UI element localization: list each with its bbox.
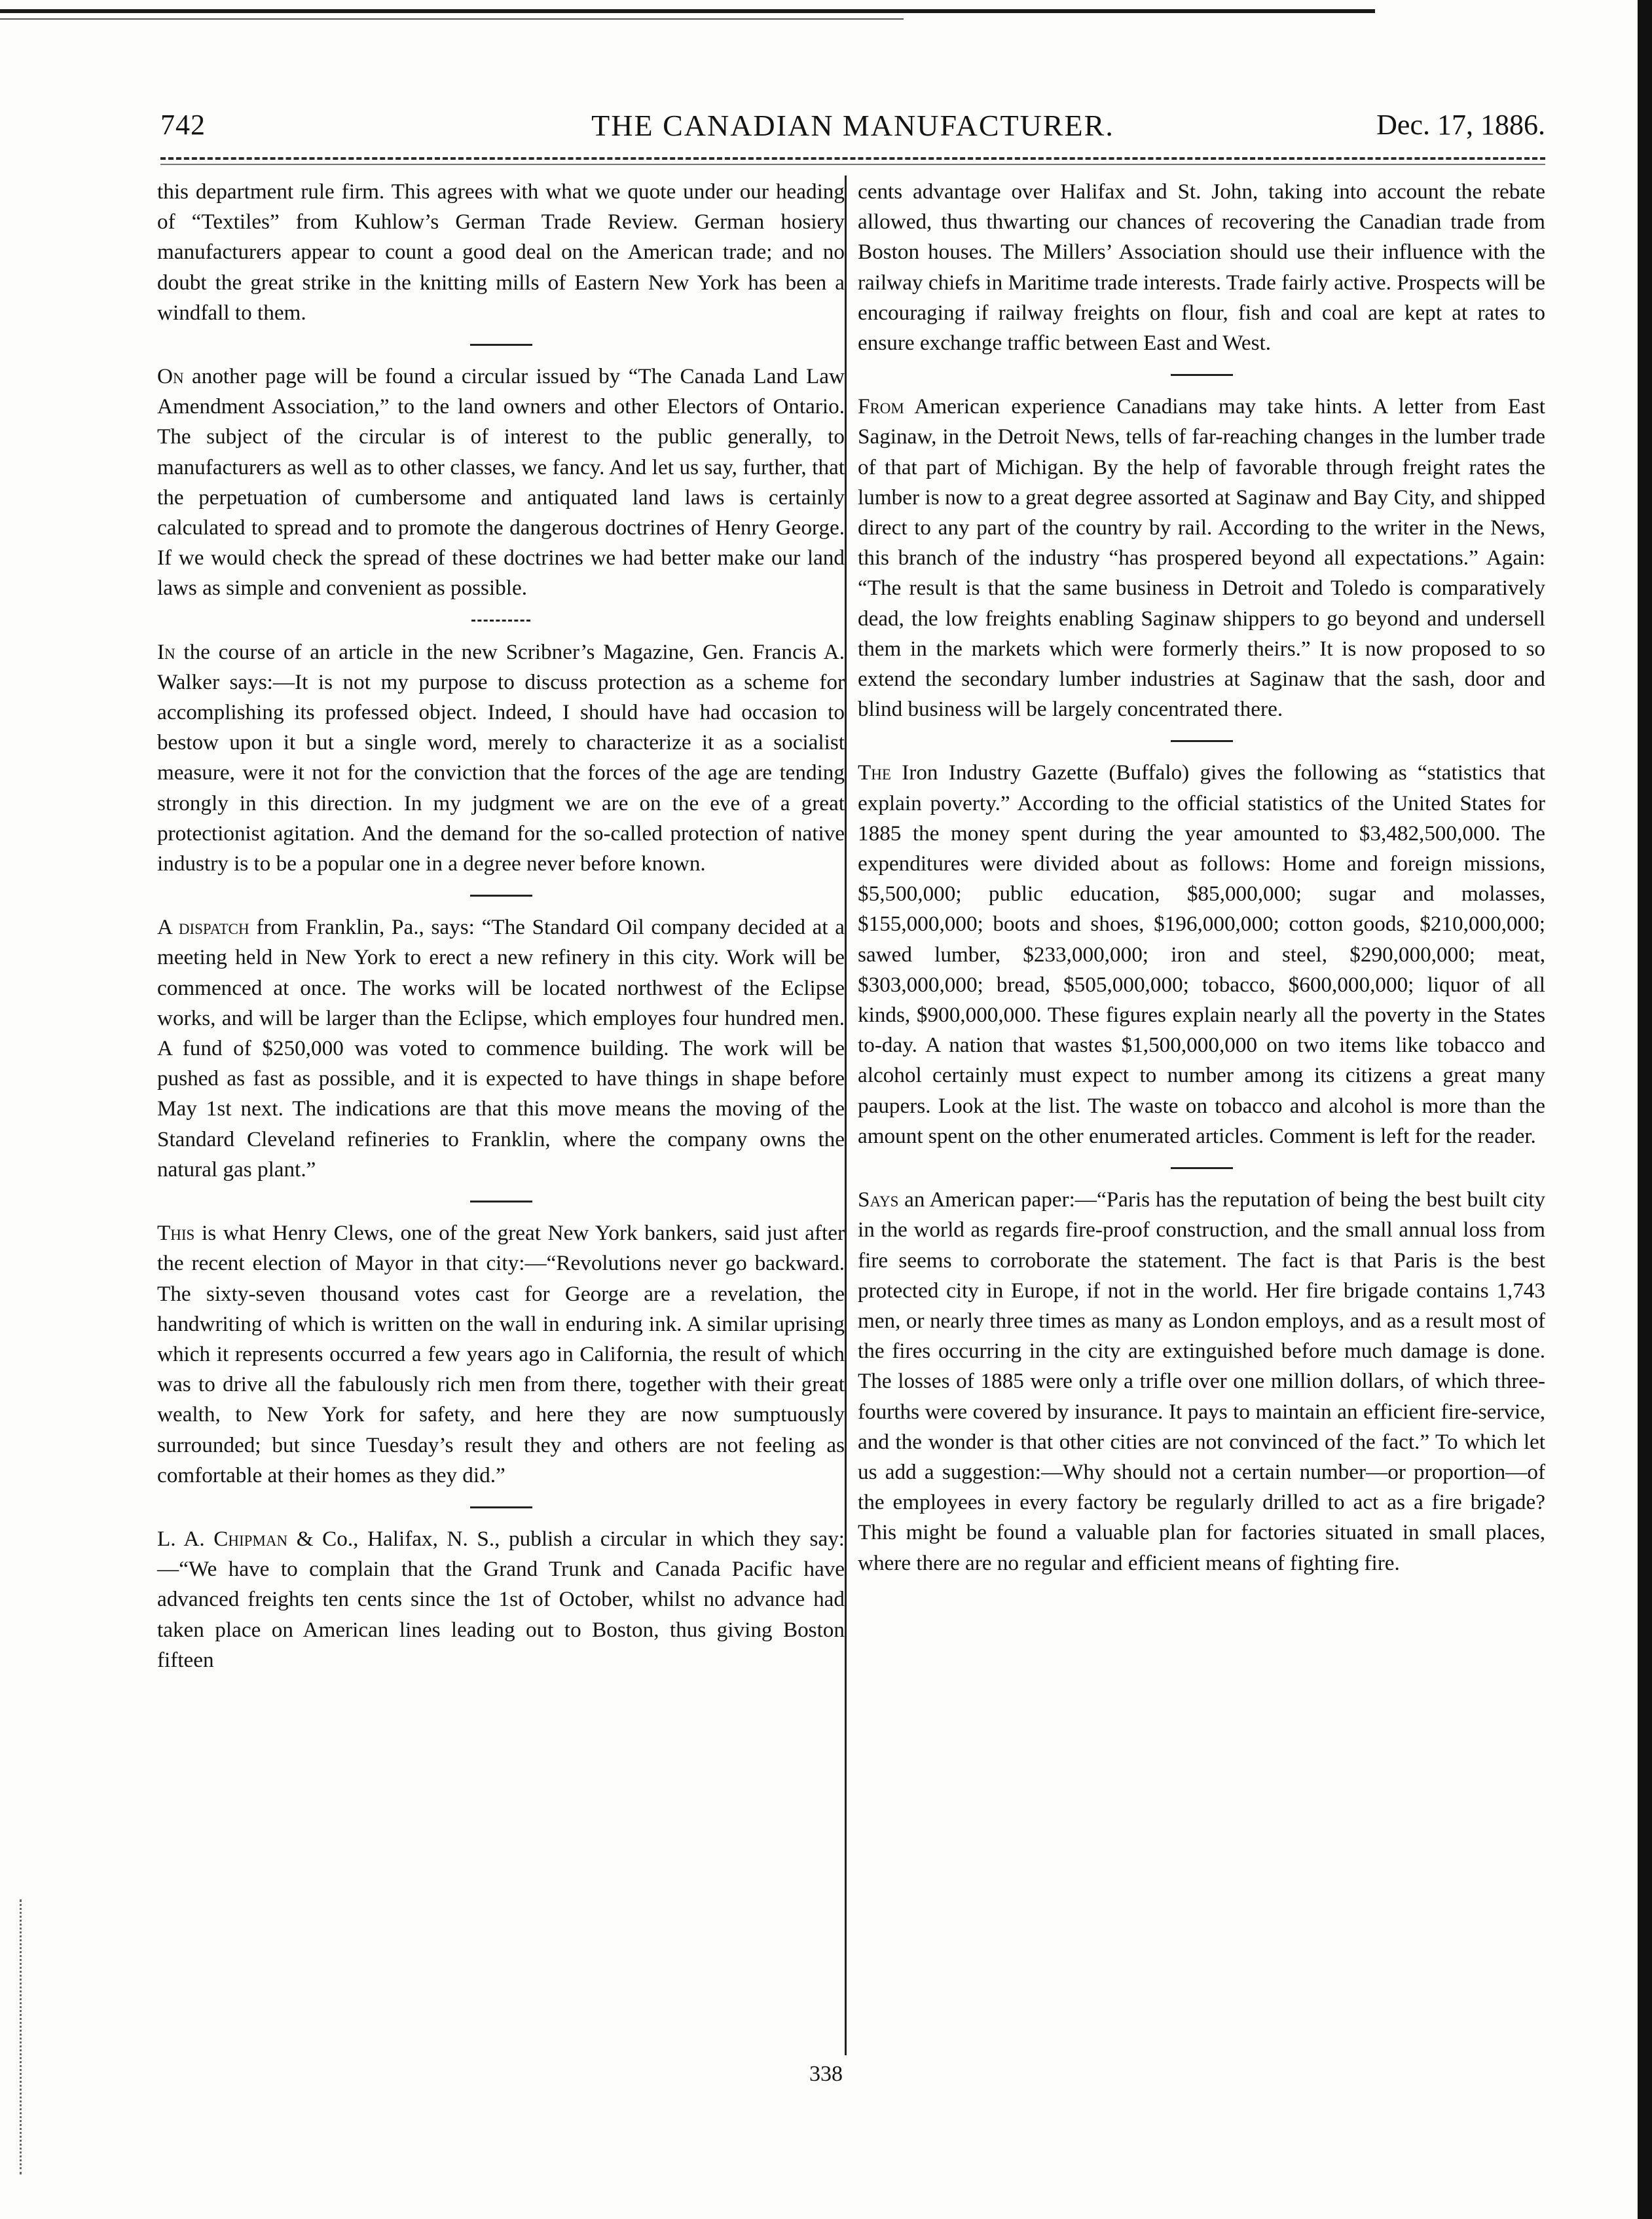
article-paragraph — [858, 177, 1545, 358]
header-rule-thin — [160, 164, 1545, 165]
margin-scan-marks — [20, 1899, 24, 2174]
section-separator — [1171, 1167, 1233, 1169]
paragraph-lead: A dispatch — [157, 915, 249, 940]
paragraph-lead: L. A. Chipman — [157, 1526, 288, 1551]
article-paragraph — [157, 1524, 845, 1675]
paragraph-text: this department rule firm. This agrees with what we quote under our heading of “Textiles” from Kuhlow’s German Trade Review. German hosiery manufacturers appear to count a good deal on the American trade; and no doubt the great strike in the knitting mills of Eastern New York has been a windfall to them. — [157, 179, 845, 325]
header-rule — [160, 157, 1545, 162]
paragraph-text: cents advantage over Halifax and St. John, taking into account the rebate allowed, thus thwarting our chances of recovering the Canadian trade from Boston houses. The Millers’ Association should use their influence with the railway chiefs in Maritime trade interests. Trade fairly active. Prospects will be encouraging if railway freights on flour, fish and coal are kept at rates to ensure exchange traffic between East and West. — [858, 179, 1545, 356]
paragraph-text: an American paper:—“Paris has the reputation of being the best built city in the world as regards fire-proof construction, and the small annual loss from fire seems to corroborate the statement. The fact is that Paris is the best protected city in Europe, if not in the world. Her fire brigade contains 1,743 men, or nearly three times as many as London employs, and as a result most of the fires occurring in the city are extinguished before much damage is done. The losses of 1885 were only a trifle over one million dollars, of which three-fourths were covered by insurance. It pays to maintain an efficient fire-service, and the wonder is that other cities are not convinced of the fact.” To which let us add a suggestion:—Why should not a certain number—or proportion—of the employees in every factory be regularly drilled to act as a fire brigade? This might be found a valuable plan for factories situated in small places, where there are no regular and efficient means of fighting fire. — [858, 1187, 1545, 1575]
article-paragraph — [157, 1218, 845, 1491]
journal-title: THE CANADIAN MANUFACTURER. — [591, 109, 1114, 142]
section-separator — [471, 620, 530, 622]
paragraph-lead: Says — [858, 1187, 899, 1212]
page-edge-shadow — [1638, 0, 1652, 2219]
article-paragraph — [157, 177, 845, 328]
paragraph-text: is what Henry Clews, one of the great New York bankers, said just after the recent election of Mayor in that city:—“Revolutions never go backward. The sixty-seven thousand votes cast for George are a revelation, the handwriting of which is written on the wall in enduring ink. A similar uprising which it represents occurred a few years ago in California, the result of which was to drive all the fabulously rich men from there, together with their great wealth, to New York for safety, and here they are now sumptuously surrounded; but since Tuesday’s result they and others are not feeling as comfortable at their homes as they did.” — [157, 1221, 845, 1487]
page-folio: 338 — [809, 2062, 843, 2086]
top-border-rule — [0, 9, 1375, 13]
page-number: 742 — [160, 109, 206, 141]
article-paragraph — [157, 912, 845, 1185]
article-paragraph — [858, 758, 1545, 1151]
paragraph-lead: On — [157, 364, 184, 389]
paragraph-text: Iron Industry Gazette (Buffalo) gives the following as “statistics that explain poverty.” According to the official statistics of the United States for 1885 the money spent during the year amounted to $3,482,500,000. The expenditures were divided about as follows: Home and foreign missions, $5,500,000; public education, $85,000,000; sugar and molasses, $155,000,000; boots and shoes, $196,000,000; cotton goods, $210,000,000; sawed lumber, $233,000,000; iron and steel, $290,000,000; meat, $303,000,000; bread, $505,000,000; tobacco, $600,000,000; liquor of all kinds, $900,000,000. These figures explain nearly all the poverty in the States to-day. A nation that wastes $1,500,000,000 on two items like tobacco and alcohol certainly must expect to number among its citizens a great many paupers. Look at the list. The waste on tobacco and alcohol is more than the amount spent on the other enumerated articles. Comment is left for the reader. — [858, 760, 1546, 1148]
paragraph-text: & Co., Halifax, N. S., publish a circular in which they say:—“We have to complain that the Grand Trunk and Canada Pacific have advanced freights ten cents since the 1st of October, whilst no advance had taken place on American lines leading out to Boston, thus giving Boston fifteen — [157, 1526, 845, 1672]
section-separator — [470, 1201, 532, 1203]
paragraph-lead: From — [858, 394, 904, 419]
paragraph-text: the course of an article in the new Scribner’s Magazine, Gen. Francis A. Walker says:—It is not my purpose to discuss protection as a scheme for accomplishing its professed object. Indeed, I should have had occasion to bestow upon it but a single word, merely to characterize it as a socialist measure, were it not for the conviction that the forces of the age are tending strongly in this direction. In my judgment we are on the eve of a great protectionist agitation. And the demand for the so-called protection of native industry is to be a popular one in a degree never before known. — [157, 639, 845, 876]
section-separator — [1171, 374, 1233, 376]
article-paragraph — [858, 392, 1545, 724]
article-paragraph — [157, 362, 845, 604]
top-border-rule-thin — [0, 18, 904, 20]
paragraph-lead: This — [157, 1221, 195, 1246]
article-paragraph — [157, 637, 845, 880]
article-paragraph — [858, 1185, 1545, 1578]
section-separator — [1171, 740, 1233, 742]
paragraph-text: from Franklin, Pa., says: “The Standard Oil company decided at a meeting held in New York to erect a new refinery in this city. Work will be commenced at once. The works will be located northwest of the Eclipse works, and will be larger than the Eclipse, which employes four hundred men. A fund of $250,000 was voted to commence building. The work will be pushed as fast as possible, and it is expected to have things in shape before May 1st next. The indications are that this move means the moving of the Standard Cleveland refineries to Franklin, where the company owns the natural gas plant.” — [157, 915, 845, 1182]
section-separator — [470, 895, 532, 897]
paragraph-text: American experience Canadians may take hints. A letter from East Saginaw, in the Detroit News, tells of far-reaching changes in the lumber trade of that part of Michigan. By the help of favorable through freight rates the lumber is now to a great degree assorted at Saginaw and Bay City, and shipped direct to any part of the country by rail. According to the writer in the News, this branch of the industry “has prospered beyond all expectations.” Again: “The result is that the same business in Detroit and Toledo is comparatively dead, the low freights enabling Saginaw shippers to go beyond and undersell them in the markets which were formerly theirs.” It is now proposed to so extend the secondary lumber industries at Saginaw that the sash, door and blind business will be largely concentrated there. — [858, 394, 1545, 722]
running-header — [160, 108, 1545, 147]
paragraph-text: another page will be found a circular issued by “The Canada Land Law Amendment Association,” to the land owners and other Electors of Ontario. The subject of the circular is of interest to the public generally, to manufacturers as well as to other classes, we fancy. And let us say, further, that the perpetuation of cumbersome and antiquated land laws is certainly calculated to spread and to promote the dangerous doctrines of Henry George. If we would check the spread of these doctrines we had better make our land laws as simple and convenient as possible. — [157, 364, 845, 601]
right-column — [858, 177, 1545, 1578]
column-divider — [845, 176, 847, 2055]
paragraph-lead: The — [858, 760, 891, 785]
paragraph-lead: In — [157, 639, 175, 664]
left-column — [157, 177, 845, 1675]
issue-date: Dec. 17, 1886. — [1376, 109, 1545, 141]
section-separator — [470, 1506, 532, 1508]
section-separator — [470, 344, 532, 346]
